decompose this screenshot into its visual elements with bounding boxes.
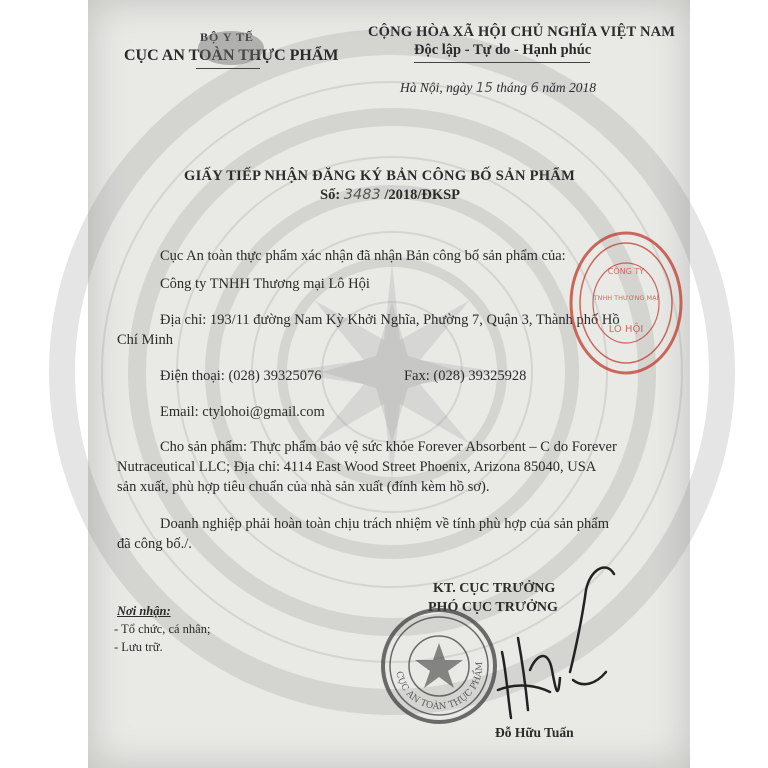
company-seal-line-3: LÔ HỘI [608, 324, 644, 335]
document-number-handwritten: 3483 [343, 187, 381, 203]
ministry-name: BỘ Y TẾ [200, 30, 254, 44]
header-seal-icon [194, 28, 268, 68]
handwritten-signature-icon [478, 560, 628, 725]
fax-number: Fax: (028) 39325928 [404, 368, 527, 384]
company-name: Công ty TNHH Thương mại Lô Hội [160, 276, 370, 292]
email-address: Email: ctylohoi@gmail.com [160, 404, 325, 420]
agency-seal-text: CỤC AN TOÀN THỰC PHẨM [393, 661, 486, 713]
product-line-2: Nutraceutical LLC; Địa chỉ: 4114 East Wood Street Phoenix, Arizona 85040, USA [117, 459, 597, 475]
signer-name: Đỗ Hữu Tuấn [495, 725, 574, 740]
date-month-handwritten: 6 [530, 80, 540, 96]
company-seal-line-2: TNHH THƯƠNG MẠI [593, 294, 659, 302]
country-name: CỘNG HÒA XÃ HỘI CHỦ NGHĨA VIỆT NAM [368, 24, 676, 40]
date-day-handwritten: 15 [475, 80, 493, 96]
company-seal-line-1: CÔNG TY [607, 267, 645, 276]
recipient-item: - Lưu trữ. [114, 640, 163, 654]
product-line-3: sản xuất, phù hợp tiêu chuẩn của nhà sản xuất (đính kèm hồ sơ). [117, 479, 490, 495]
product-line-1: Cho sản phẩm: Thực phẩm bảo vệ sức khỏe Forever Absorbent – C do Forever [160, 439, 617, 455]
country-motto: Độc lập - Tự do - Hạnh phúc [414, 42, 592, 58]
company-seal-icon [568, 230, 684, 376]
motto-underline [414, 62, 590, 63]
agency-underline [196, 68, 260, 69]
signature-title-1: KT. CỤC TRƯỞNG [433, 581, 556, 596]
agency-name: CỤC AN TOÀN THỰC PHẨM [124, 47, 339, 64]
issue-date: Hà Nội, ngày 15 tháng 6 năm 2018 [400, 80, 597, 96]
confirmation-line: Cục An toàn thực phẩm xác nhận đã nhận Bản công bố sản phẩm của: [160, 248, 566, 264]
responsibility-line-2: đã công bố./. [117, 536, 192, 552]
document-number: Số: 3483 /2018/ĐKSP [320, 187, 461, 203]
phone-number: Điện thoại: (028) 39325076 [160, 368, 322, 384]
address-line-2: Chí Minh [117, 332, 173, 348]
address-line-1: Địa chỉ: 193/11 đường Nam Kỳ Khởi Nghĩa, Phường 7, Quận 3, Thành phố Hồ [160, 312, 620, 328]
recipient-item: - Tổ chức, cá nhân; [114, 622, 211, 636]
signature-title-2: PHÓ CỤC TRƯỞNG [428, 600, 558, 615]
responsibility-line-1: Doanh nghiệp phải hoàn toàn chịu trách nhiệm về tính phù hợp của sản phẩm [160, 516, 609, 532]
recipients-title: Nơi nhận: [117, 604, 171, 618]
document-title: GIẤY TIẾP NHẬN ĐĂNG KÝ BẢN CÔNG BỐ SẢN PHẨM [184, 168, 576, 184]
